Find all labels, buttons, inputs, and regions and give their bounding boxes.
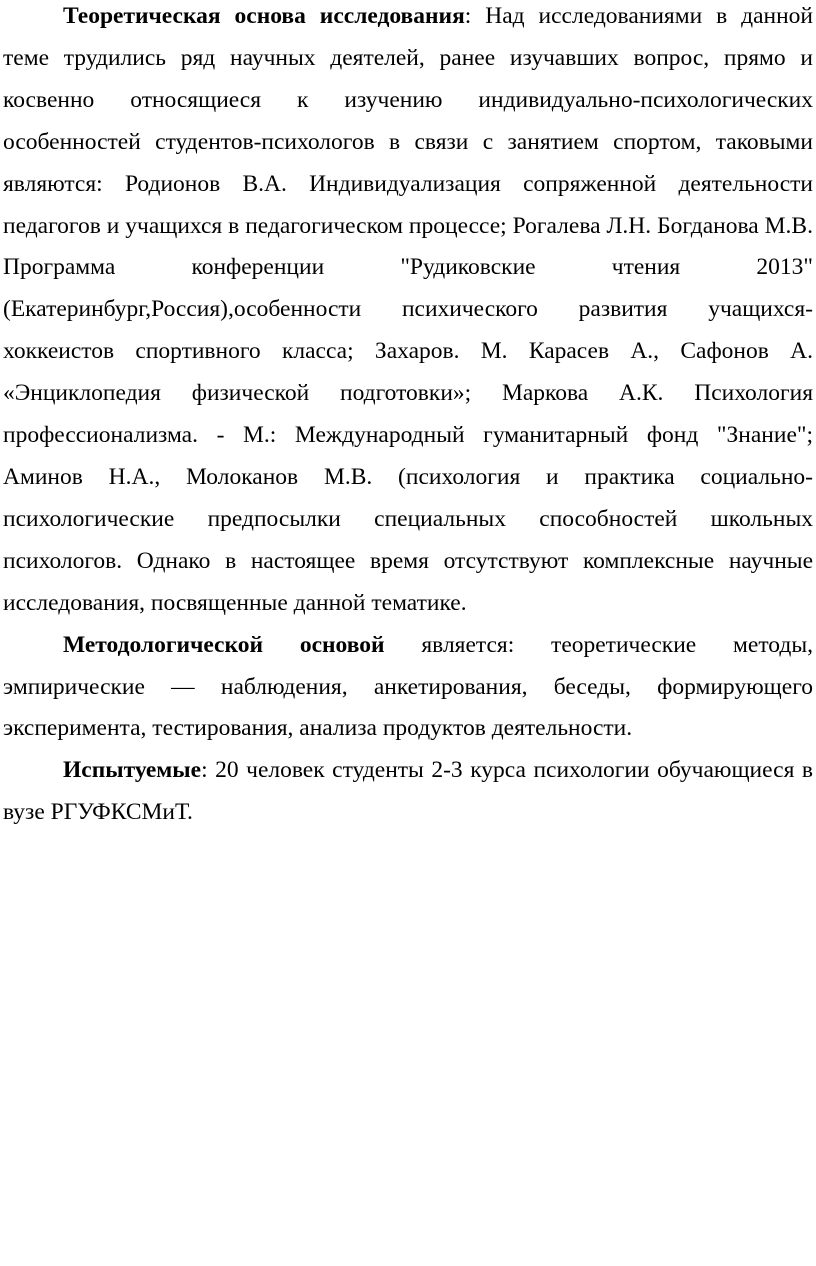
paragraph-theoretical-basis [3, 0, 813, 625]
paragraph-text-subjects: : 20 человек студенты 2-3 курса психологии обучающиеся в вузе РГУФКСМиТ. [3, 757, 813, 826]
paragraph-subjects [3, 750, 813, 834]
document-body [3, 0, 813, 834]
paragraph-heading-methodological-basis: Методологической основой [63, 631, 385, 658]
paragraph-text-theoretical-basis: : Над исследованиями в данной теме трудились ряд научных деятелей, ранее изучавших вопрос, прямо и косвенно относящиеся к изучению индивидуально-психологических особенностей студентов-психологов в связи с занятием спортом, таковыми являются: Родионов В.А. Индивидуализация сопряженной деятельности педагогов и учащихся в педагогическом процессе; Рогалева Л.Н. Богданова М.В. Программа конференции "Рудиковские чтения 2013"(Екатеринбург,Россия),особенности психического развития учащихся-хоккеистов спортивного класса; Захаров. М. Карасев А., Сафонов А. «Энциклопедия физической подготовки»; Маркова А.К. Психология профессионализма. - М.: Международный гуманитарный фонд "Знание"; Аминов Н.А., Молоканов М.В. (психология и практика социально-психологические предпосылки специальных способностей школьных психологов. Однако в настоящее время отсутствуют комплексные научные исследования, посвященные данной тематике. [3, 3, 814, 616]
paragraph-heading-subjects: Испытуемые [63, 757, 202, 784]
paragraph-heading-theoretical-basis: Теоретическая основа исследования [63, 3, 465, 29]
paragraph-methodological-basis [3, 625, 813, 751]
paragraph-text-methodological-basis: является: теоретические методы, эмпирические — наблюдения, анкетирования, беседы, формирующего эксперимента, тестирования, анализа продуктов деятельности. [3, 631, 813, 742]
